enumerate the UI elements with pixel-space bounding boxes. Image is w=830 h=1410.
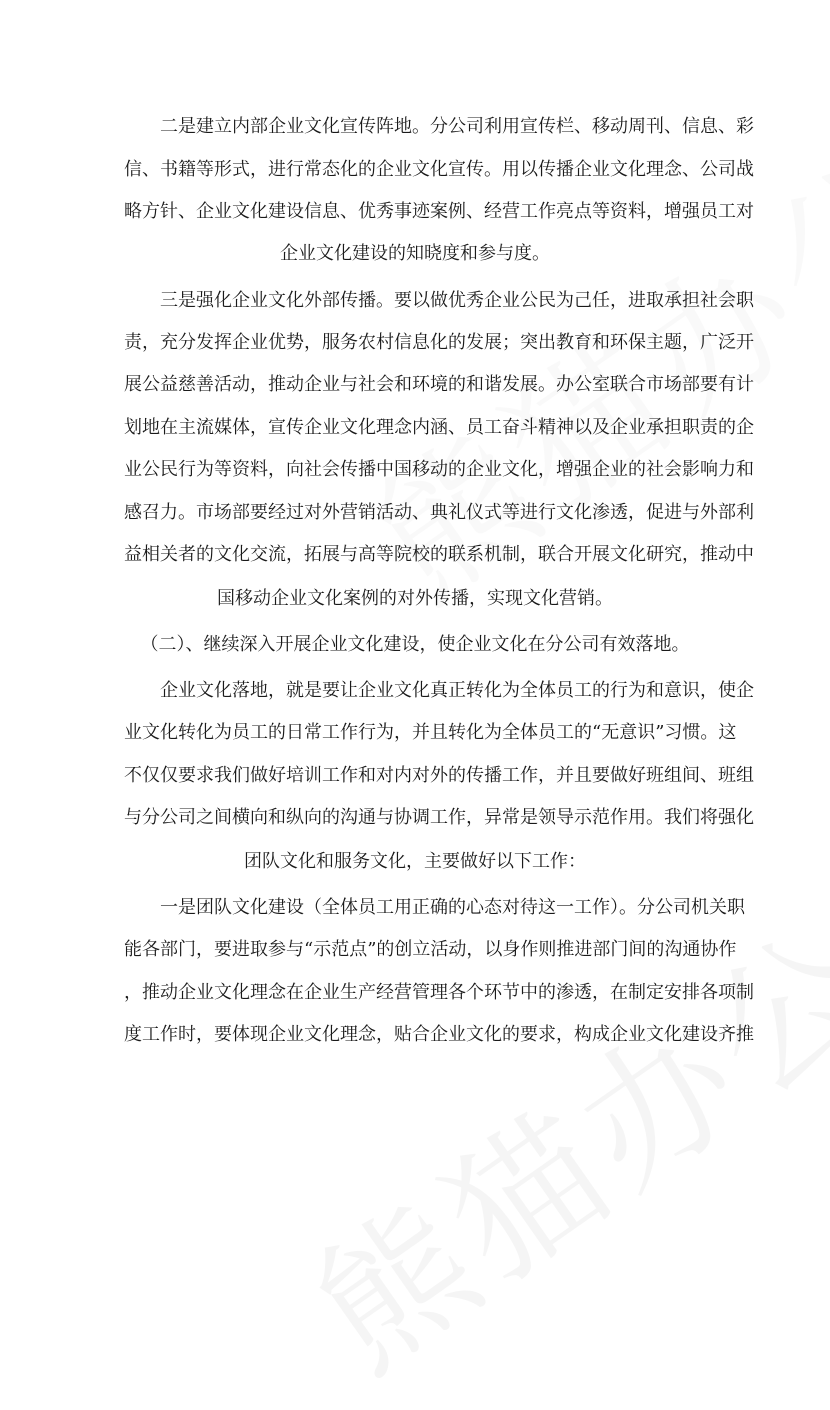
paragraph-line: 一是团队文化建设（全体员工用正确的心态对待这一工作）。分公司机关职 [160,897,745,918]
paragraph-line: 业公民行为等资料，向社会传播中国移动的企业文化，增强企业的社会影响力和 [124,459,754,480]
paragraph-line: 能各部门，要进取参与“示范点”的创立活动，以身作则推进部门间的沟通协作 [124,939,737,960]
paragraph-line: 划地在主流媒体，宣传企业文化理念内涵、员工奋斗精神以及企业承担职责的企 [124,417,754,438]
paragraph-line: 展公益慈善活动，推动企业与社会和环境的和谐发展。办公室联合市场部要有计 [124,374,754,395]
paragraph-line: 与分公司之间横向和纵向的沟通与协调工作，异常是领导示范作用。我们将强化 [124,807,754,828]
paragraph-line: ，推动企业文化理念在企业生产经营管理各个环节中的渗透，在制定安排各项制 [124,982,754,1003]
paragraph-line: 责，充分发挥企业优势，服务农村信息化的发展；突出教育和环保主题，广泛开 [124,332,754,353]
paragraph-line: 感召力。市场部要经过对外营销活动、典礼仪式等进行文化渗透，促进与外部利 [124,502,754,523]
paragraph-line: 国移动企业文化案例的对外传播，实现文化营销。 [217,588,613,609]
paragraph-line: 不仅仅要求我们做好培训工作和对内对外的传播工作，并且要做好班组间、班组 [124,765,754,786]
paragraph-line: 三是强化企业文化外部传播。要以做优秀企业公民为己任，进取承担社会职 [160,290,754,311]
paragraph-line: 二是建立内部企业文化宣传阵地。分公司利用宣传栏、移动周刊、信息、彩 [160,116,754,137]
paragraph-line: 企业文化落地，就是要让企业文化真正转化为全体员工的行为和意识，使企 [160,680,754,701]
paragraph-line: 企业文化建设的知晓度和参与度。 [280,243,550,264]
paragraph-line: 益相关者的文化交流，拓展与高等院校的联系机制，联合开展文化研究，推动中 [124,544,754,565]
paragraph-line: 信、书籍等形式，进行常态化的企业文化宣传。用以传播企业文化理念、公司战 [124,159,754,180]
section-heading: （二）、继续深入开展企业文化建设，使企业文化在分公司有效落地。 [140,634,690,655]
paragraph-line: 团队文化和服务文化，主要做好以下工作： [244,851,586,872]
paragraph-line: 略方针、企业文化建设信息、优秀事迹案例、经营工作亮点等资料，增强员工对 [124,201,754,222]
paragraph-line: 度工作时，要体现企业文化理念，贴合企业文化的要求，构成企业文化建设齐推 [124,1024,754,1045]
paragraph-line: 业文化转化为员工的日常工作行为，并且转化为全体员工的“无意识”习惯。这 [124,722,737,743]
